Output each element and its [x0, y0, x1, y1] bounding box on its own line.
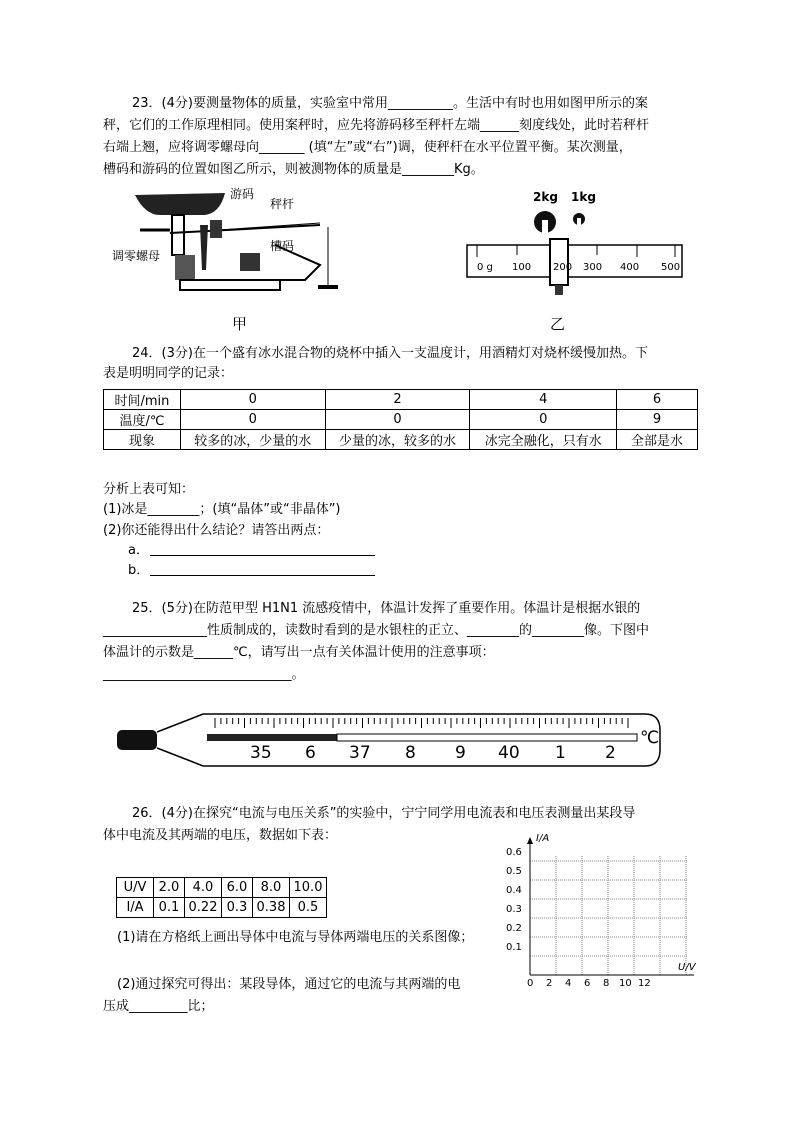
grid-graph[interactable] [500, 835, 700, 990]
table-cell: U/V [117, 878, 154, 898]
table-cell: 时间/min [104, 390, 181, 410]
q26-line: 26．(4分)在探究“电流与电压关系”的实验中，宁宁同学用电流表和电压表测量出某段导 [132, 806, 636, 821]
steelyard-figure [110, 185, 350, 340]
answer-a-line[interactable] [150, 555, 375, 556]
q26-sub1: (1)请在方格纸上画出导体中电流与导体两端电压的关系图像； [117, 930, 474, 945]
analysis-label: 分析上表可知： [103, 482, 195, 497]
y-tick: 0.2 [506, 923, 522, 934]
table-cell: 6.0 [222, 878, 253, 898]
q24-sub2: (2)你还能得出什么结论？请答出两点： [103, 523, 330, 538]
thermo-label: 9 [455, 743, 466, 763]
thermo-label: 1 [555, 743, 566, 763]
table-cell: 10.0 [290, 878, 327, 898]
thermometer-drawing [115, 710, 665, 775]
table-cell: 0.5 [290, 898, 327, 918]
x-tick: 12 [638, 978, 651, 989]
table-cell: 4.0 [185, 878, 222, 898]
table-row [104, 430, 698, 450]
q24-line: 24．(3分)在一个盛有冰水混合物的烧杯中插入一支温度计，用酒精灯对烧杯缓慢加热。下 [132, 346, 648, 361]
table-cell: 0.3 [222, 898, 253, 918]
q25-line: 体温计的示数是______℃，请写出一点有关体温计使用的注意事项： [103, 645, 495, 660]
table-cell: 0 [470, 410, 617, 430]
graph-grid [500, 835, 700, 990]
question-25 [103, 598, 701, 686]
x-tick: 0 [527, 978, 534, 989]
answer-b-label: b． [128, 563, 150, 578]
thermo-label: 6 [305, 743, 316, 763]
q26-table [116, 877, 327, 918]
y-tick: 0.6 [506, 847, 522, 858]
q24-table [103, 389, 698, 450]
thermo-label: 35 [250, 743, 272, 763]
answer-a-label: a． [128, 543, 149, 558]
table-cell: I/A [117, 898, 154, 918]
x-tick: 4 [565, 978, 572, 989]
x-axis-label: U/V [678, 962, 696, 973]
table-cell: 8.0 [253, 878, 290, 898]
figure-caption-a: 甲 [232, 315, 248, 333]
q25-line: ________________性质制成的，读数时看到的是水银柱的正立、________的________像。下图中 [103, 623, 650, 638]
table-cell: 4 [470, 390, 617, 410]
label-zero-nut: 调零螺母 [112, 249, 161, 263]
table-cell: 温度/℃ [104, 410, 181, 430]
table-cell: 冰完全融化，只有水 [470, 430, 617, 450]
q25-line: 25．(5分)在防范甲型 H1N1 流感疫情中，体温计发挥了重要作用。体温计是根据水银的 [132, 601, 641, 616]
y-tick: 0.3 [506, 904, 522, 915]
q23-line: 槽码和游码的位置如图乙所示，则被测物体的质量是________Kg。 [103, 162, 484, 177]
thermometer-figure [115, 710, 665, 775]
table-cell: 9 [617, 410, 698, 430]
scale-tick: 500 [661, 262, 681, 273]
table-row [117, 898, 327, 918]
scale-tick: 0 g [477, 262, 493, 273]
q23-line: 23．(4分)要测量物体的质量，实验室中常用__________。生活中有时也用如图甲所示的案 [132, 96, 648, 111]
table-cell: 6 [617, 390, 698, 410]
x-tick: 2 [546, 978, 553, 989]
label-rider: 游码 [230, 187, 255, 201]
q25-line: _____________________________。 [103, 667, 305, 682]
scale-figure [465, 185, 690, 340]
y-tick: 0.4 [506, 885, 522, 896]
table-cell: 2.0 [154, 878, 185, 898]
weight-2kg: 2kg [533, 190, 558, 204]
x-tick: 10 [619, 978, 632, 989]
thermo-label: 2 [605, 743, 616, 763]
table-cell: 2 [325, 390, 470, 410]
thermo-label: 8 [405, 743, 416, 763]
thermo-label: 40 [498, 743, 520, 763]
q26-line: 体中电流及其两端的电压，数据如下表： [103, 828, 338, 843]
scale-tick: 100 [512, 262, 532, 273]
question-23 [103, 93, 701, 181]
scale-tick: 400 [620, 262, 640, 273]
weight-1kg: 1kg [571, 190, 596, 204]
thermo-label: 37 [349, 743, 371, 763]
y-tick: 0.1 [506, 942, 522, 953]
table-cell: 0 [180, 410, 325, 430]
q23-line: 秤，它们的工作原理相同。使用案秤时，应先将游码移至秤杆左端______刻度线处，此时若秤杆 [103, 118, 650, 133]
table-row [104, 410, 698, 430]
y-tick: 0.5 [506, 866, 522, 877]
scale-drawing [465, 185, 690, 340]
x-tick: 6 [584, 978, 591, 989]
label-beam: 秤杆 [270, 197, 295, 211]
q26-sub2: (2)通过探究可得出：某段导体，通过它的电流与其两端的电 [117, 977, 461, 992]
table-cell: 0.1 [154, 898, 185, 918]
figure-caption-b: 乙 [550, 315, 566, 333]
scale-tick: 200 [553, 262, 573, 273]
table-cell: 0 [325, 410, 470, 430]
question-24 [103, 343, 701, 383]
table-cell: 0.38 [253, 898, 290, 918]
q24-line: 表是明明同学的记录： [103, 366, 234, 381]
table-cell: 较多的冰，少量的水 [180, 430, 325, 450]
scale-tick: 300 [583, 262, 603, 273]
q24-sub1: (1)冰是________；(填“晶体”或“非晶体”) [103, 502, 341, 517]
label-slot-weight: 槽码 [270, 239, 295, 253]
x-tick: 8 [603, 978, 610, 989]
q23-line: 右端上翘，应将调零螺母向_______ (填“左”或“右”)调，使秤杆在水平位置平衡。某次测量， [103, 140, 632, 155]
table-cell: 少量的冰，较多的水 [325, 430, 470, 450]
table-cell: 0.22 [185, 898, 222, 918]
table-cell: 现象 [104, 430, 181, 450]
table-row [117, 878, 327, 898]
answer-b-line[interactable] [150, 575, 375, 576]
q26-sub2-cont: 压成_________比； [103, 999, 214, 1014]
table-cell: 0 [180, 390, 325, 410]
table-cell: 全部是水 [617, 430, 698, 450]
y-axis-label: I/A [536, 833, 550, 844]
thermo-unit: ℃ [640, 728, 660, 748]
table-row [104, 390, 698, 410]
